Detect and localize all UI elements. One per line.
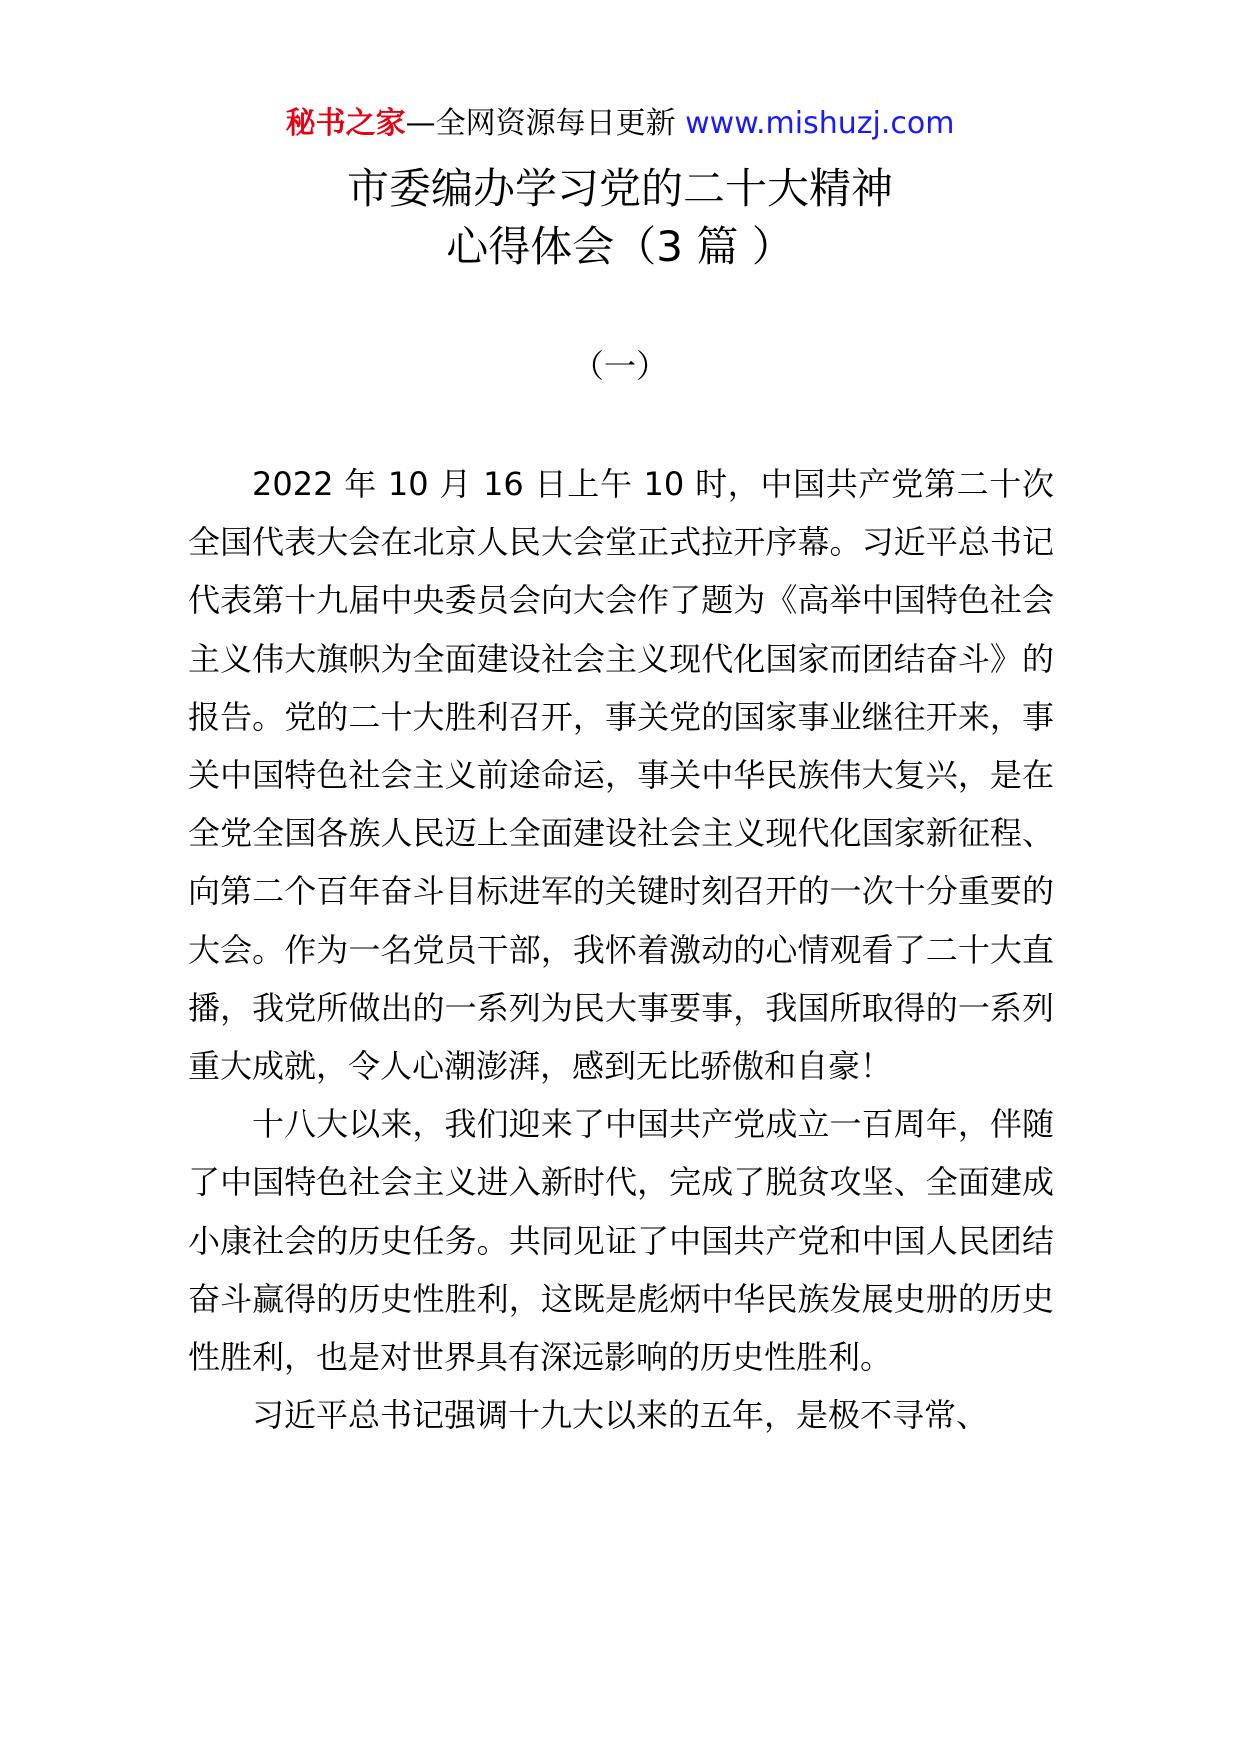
document-body (188, 455, 1054, 1444)
paragraph: 2022 年 10 月 16 日上午 10 时，中国共产党第二十次全国代表大会在北京人民大会堂正式拉开序幕。习近平总书记代表第十九届中央委员会向大会作了题为《高举中国特色社会主义伟大旗帜为全面建设社会主义现代化国家而团结奋斗》的报告。党的二十大胜利召开，事关党的国家事业继往开来，事关中国特色社会主义前途命运，事关中华民族伟大复兴，是在全党全国各族人民迈上全面建设社会主义现代化国家新征程、向第二个百年奋斗目标进军的关键时刻召开的一次十分重要的大会。作为一名党员干部，我怀着激动的心情观看了二十大直播，我党所做出的一系列为民大事要事，我国所取得的一系列重大成就，令人心潮澎湃，感到无比骄傲和自豪！ (188, 465, 1054, 1086)
paragraph: 习近平总书记强调十九大以来的五年，是极不寻常、 (252, 1396, 989, 1435)
title-line-1: 市委编办学习党的二十大精神 (346, 164, 893, 213)
site-header (0, 100, 1240, 148)
site-url-link[interactable]: www.mishuzj.com (685, 106, 955, 141)
paragraph: 十八大以来，我们迎来了中国共产党成立一百周年，伴随了中国特色社会主义进入新时代，完成了脱贫攻坚、全面建成小康社会的历史任务。共同见证了中国共产党和中国人民团结奋斗赢得的历史性胜利，这既是彪炳中华民族发展史册的历史性胜利，也是对世界具有深远影响的历史性胜利。 (188, 1105, 1054, 1377)
header-tagline: —全网资源每日更新 (405, 106, 686, 141)
section-heading: （一） (571, 347, 668, 385)
brand-name: 秘书之家 (285, 106, 406, 141)
title-line-2: 心得体会（3 篇 ） (446, 222, 794, 271)
document-title (0, 160, 1240, 276)
